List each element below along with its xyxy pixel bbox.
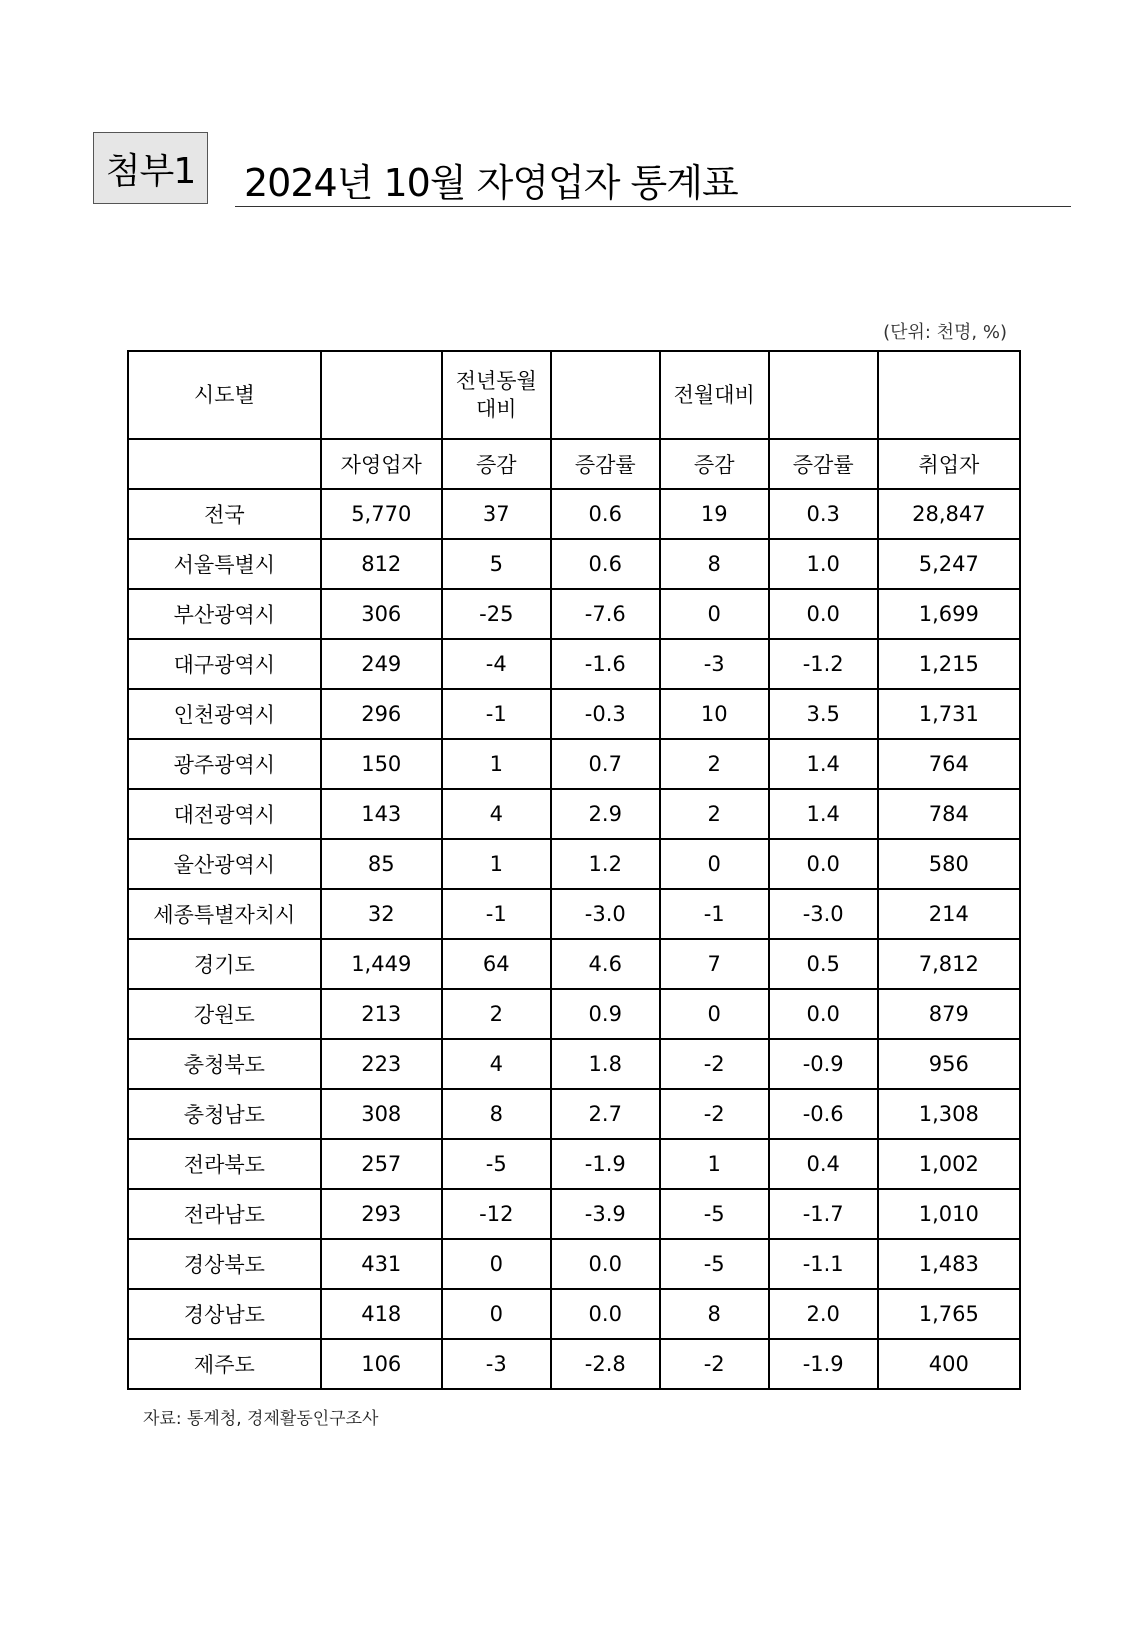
table-row (128, 789, 1020, 839)
mom-rate-cell: 2.0 (769, 1289, 878, 1339)
yoy-rate-cell: 2.7 (551, 1089, 660, 1139)
self-employed-cell: 143 (321, 789, 442, 839)
page-title: 2024년 10월 자영업자 통계표 (244, 161, 738, 205)
header-cell: 취업자 (878, 439, 1020, 489)
yoy-rate-cell: 1.8 (551, 1039, 660, 1089)
mom-rate-cell: 1.4 (769, 789, 878, 839)
yoy-rate-cell: 0.0 (551, 1239, 660, 1289)
region-cell: 울산광역시 (128, 839, 321, 889)
mom-change-cell: 1 (660, 1139, 769, 1189)
mom-change-cell: 10 (660, 689, 769, 739)
mom-rate-cell: 0.0 (769, 589, 878, 639)
table-row (128, 1239, 1020, 1289)
mom-change-cell: 8 (660, 1289, 769, 1339)
table-row (128, 1189, 1020, 1239)
self-employed-cell: 1,449 (321, 939, 442, 989)
yoy-rate-cell: -2.8 (551, 1339, 660, 1389)
source-note: 자료: 통계청, 경제활동인구조사 (143, 1409, 379, 1429)
yoy-rate-cell: -1.6 (551, 639, 660, 689)
region-cell: 서울특별시 (128, 539, 321, 589)
employed-cell: 1,699 (878, 589, 1020, 639)
self-employed-cell: 150 (321, 739, 442, 789)
self-employed-cell: 32 (321, 889, 442, 939)
yoy-change-cell: -5 (442, 1139, 551, 1189)
mom-change-cell: -2 (660, 1089, 769, 1139)
employed-cell: 1,308 (878, 1089, 1020, 1139)
self-employed-cell: 418 (321, 1289, 442, 1339)
employed-cell: 5,247 (878, 539, 1020, 589)
employed-cell: 214 (878, 889, 1020, 939)
mom-rate-cell: -1.2 (769, 639, 878, 689)
mom-change-cell: -3 (660, 639, 769, 689)
table-row (128, 589, 1020, 639)
header-cell: 자영업자 (321, 439, 442, 489)
yoy-rate-cell: 0.9 (551, 989, 660, 1039)
mom-rate-cell: 0.0 (769, 989, 878, 1039)
header-cell (769, 351, 878, 439)
attachment-badge: 첨부1 (93, 132, 208, 204)
yoy-change-cell: 8 (442, 1089, 551, 1139)
yoy-change-cell: 64 (442, 939, 551, 989)
region-cell: 강원도 (128, 989, 321, 1039)
yoy-change-cell: -1 (442, 689, 551, 739)
table-header-row-1 (128, 351, 1020, 439)
header-cell (321, 351, 442, 439)
self-employed-cell: 431 (321, 1239, 442, 1289)
self-employed-cell: 812 (321, 539, 442, 589)
self-employed-cell: 308 (321, 1089, 442, 1139)
table-row (128, 639, 1020, 689)
mom-change-cell: 0 (660, 839, 769, 889)
region-cell: 제주도 (128, 1339, 321, 1389)
self-employed-cell: 5,770 (321, 489, 442, 539)
self-employed-cell: 296 (321, 689, 442, 739)
region-cell: 전국 (128, 489, 321, 539)
yoy-change-cell: -3 (442, 1339, 551, 1389)
employed-cell: 1,002 (878, 1139, 1020, 1189)
employed-cell: 7,812 (878, 939, 1020, 989)
self-employed-cell: 293 (321, 1189, 442, 1239)
mom-rate-cell: 1.0 (769, 539, 878, 589)
employed-cell: 1,765 (878, 1289, 1020, 1339)
yoy-rate-cell: 0.6 (551, 539, 660, 589)
header-cell: 전년동월 대비 (442, 351, 551, 439)
mom-change-cell: -1 (660, 889, 769, 939)
region-cell: 경상북도 (128, 1239, 321, 1289)
mom-rate-cell: 0.3 (769, 489, 878, 539)
yoy-rate-cell: 2.9 (551, 789, 660, 839)
yoy-change-cell: 2 (442, 989, 551, 1039)
yoy-rate-cell: 0.7 (551, 739, 660, 789)
region-cell: 전라남도 (128, 1189, 321, 1239)
mom-rate-cell: 0.5 (769, 939, 878, 989)
region-cell: 대전광역시 (128, 789, 321, 839)
yoy-change-cell: 0 (442, 1289, 551, 1339)
header-cell: 증감 (442, 439, 551, 489)
mom-rate-cell: 1.4 (769, 739, 878, 789)
table-row (128, 989, 1020, 1039)
mom-change-cell: -5 (660, 1239, 769, 1289)
table-row (128, 539, 1020, 589)
yoy-rate-cell: 1.2 (551, 839, 660, 889)
mom-rate-cell: -0.6 (769, 1089, 878, 1139)
yoy-change-cell: 4 (442, 789, 551, 839)
employed-cell: 879 (878, 989, 1020, 1039)
yoy-rate-cell: -7.6 (551, 589, 660, 639)
mom-change-cell: 2 (660, 739, 769, 789)
mom-change-cell: -2 (660, 1339, 769, 1389)
region-cell: 광주광역시 (128, 739, 321, 789)
header-cell (551, 351, 660, 439)
yoy-rate-cell: -3.9 (551, 1189, 660, 1239)
self-employed-cell: 223 (321, 1039, 442, 1089)
mom-change-cell: 8 (660, 539, 769, 589)
employed-cell: 580 (878, 839, 1020, 889)
region-cell: 경기도 (128, 939, 321, 989)
mom-rate-cell: -1.7 (769, 1189, 878, 1239)
region-cell: 전라북도 (128, 1139, 321, 1189)
unit-note: (단위: 천명, %) (883, 322, 1007, 343)
yoy-rate-cell: -3.0 (551, 889, 660, 939)
region-cell: 세종특별자치시 (128, 889, 321, 939)
header-cell: 시도별 (128, 351, 321, 439)
mom-change-cell: 2 (660, 789, 769, 839)
employed-cell: 956 (878, 1039, 1020, 1089)
yoy-change-cell: -25 (442, 589, 551, 639)
yoy-rate-cell: 4.6 (551, 939, 660, 989)
mom-rate-cell: -0.9 (769, 1039, 878, 1089)
table-row (128, 1339, 1020, 1389)
yoy-change-cell: -4 (442, 639, 551, 689)
region-cell: 인천광역시 (128, 689, 321, 739)
self-employed-cell: 257 (321, 1139, 442, 1189)
employed-cell: 1,483 (878, 1239, 1020, 1289)
table-row (128, 839, 1020, 889)
mom-rate-cell: 3.5 (769, 689, 878, 739)
mom-change-cell: 0 (660, 989, 769, 1039)
table-row (128, 739, 1020, 789)
mom-change-cell: -5 (660, 1189, 769, 1239)
table-row (128, 1089, 1020, 1139)
employed-cell: 400 (878, 1339, 1020, 1389)
mom-change-cell: -2 (660, 1039, 769, 1089)
mom-rate-cell: -1.1 (769, 1239, 878, 1289)
table-row (128, 1139, 1020, 1189)
table-row (128, 489, 1020, 539)
mom-rate-cell: -1.9 (769, 1339, 878, 1389)
header-cell (128, 439, 321, 489)
yoy-rate-cell: -1.9 (551, 1139, 660, 1189)
self-employed-cell: 306 (321, 589, 442, 639)
header-cell: 증감률 (769, 439, 878, 489)
mom-change-cell: 7 (660, 939, 769, 989)
table-row (128, 1039, 1020, 1089)
header-cell (878, 351, 1020, 439)
yoy-change-cell: 5 (442, 539, 551, 589)
mom-change-cell: 19 (660, 489, 769, 539)
self-employed-cell: 106 (321, 1339, 442, 1389)
title-underline (235, 206, 1071, 207)
self-employed-cell: 249 (321, 639, 442, 689)
yoy-change-cell: -1 (442, 889, 551, 939)
table-row (128, 889, 1020, 939)
mom-change-cell: 0 (660, 589, 769, 639)
employed-cell: 28,847 (878, 489, 1020, 539)
self-employed-cell: 85 (321, 839, 442, 889)
region-cell: 부산광역시 (128, 589, 321, 639)
table-row (128, 689, 1020, 739)
yoy-rate-cell: -0.3 (551, 689, 660, 739)
yoy-rate-cell: 0.6 (551, 489, 660, 539)
self-employed-cell: 213 (321, 989, 442, 1039)
yoy-change-cell: 4 (442, 1039, 551, 1089)
yoy-change-cell: 1 (442, 739, 551, 789)
yoy-rate-cell: 0.0 (551, 1289, 660, 1339)
region-cell: 충청북도 (128, 1039, 321, 1089)
yoy-change-cell: 1 (442, 839, 551, 889)
region-cell: 경상남도 (128, 1289, 321, 1339)
employed-cell: 784 (878, 789, 1020, 839)
yoy-change-cell: -12 (442, 1189, 551, 1239)
table-row (128, 939, 1020, 989)
header-cell: 증감 (660, 439, 769, 489)
mom-rate-cell: -3.0 (769, 889, 878, 939)
table-header-row-2 (128, 439, 1020, 489)
header-cell: 증감률 (551, 439, 660, 489)
self-employed-stats-table (127, 350, 1021, 1390)
employed-cell: 1,215 (878, 639, 1020, 689)
employed-cell: 1,010 (878, 1189, 1020, 1239)
mom-rate-cell: 0.4 (769, 1139, 878, 1189)
yoy-change-cell: 0 (442, 1239, 551, 1289)
table-row (128, 1289, 1020, 1339)
mom-rate-cell: 0.0 (769, 839, 878, 889)
region-cell: 대구광역시 (128, 639, 321, 689)
employed-cell: 1,731 (878, 689, 1020, 739)
employed-cell: 764 (878, 739, 1020, 789)
header-cell: 전월대비 (660, 351, 769, 439)
region-cell: 충청남도 (128, 1089, 321, 1139)
yoy-change-cell: 37 (442, 489, 551, 539)
